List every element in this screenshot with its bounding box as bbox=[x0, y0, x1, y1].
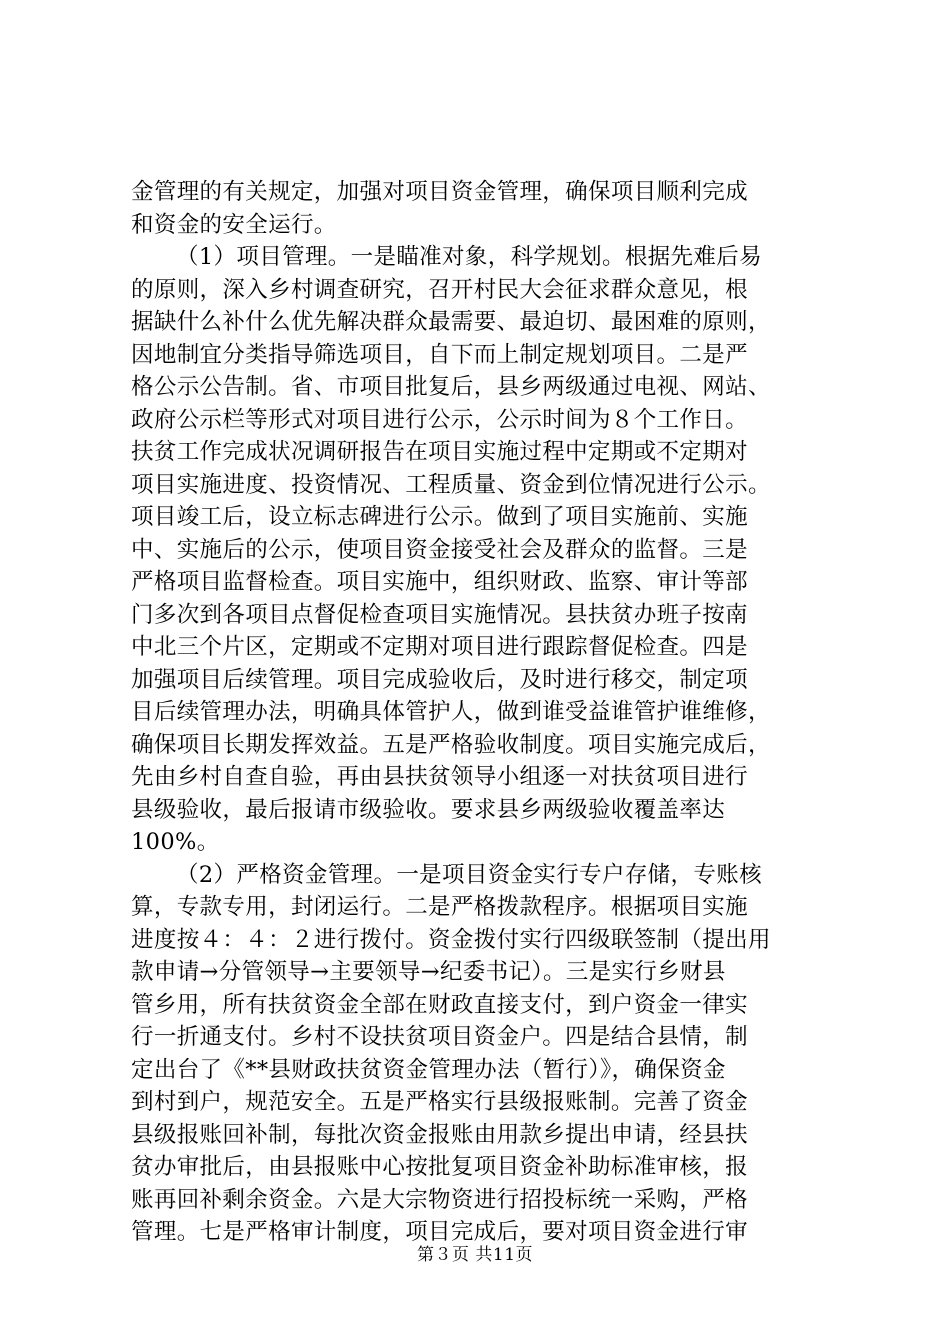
text-line: 先由乡村自查自验，再由县扶贫领导小组逐一对扶贫项目进行 bbox=[131, 764, 748, 790]
text-line: 门多次到各项目点督促检查项目实施情况。县扶贫办班子按南 bbox=[131, 601, 748, 628]
text-line: 进度按４：４：２进行拨付。资金拨付实行四级联签制（提出用 bbox=[131, 926, 771, 953]
text-line: 政府公示栏等形式对项目进行公示，公示时间为８个工作日。 bbox=[131, 406, 748, 433]
text-line: 项目实施进度、投资情况、工程质量、资金到位情况进行公示。 bbox=[131, 471, 771, 498]
page-footer: 第３页 共11页 bbox=[416, 1245, 534, 1265]
text-line: 目后续管理办法，明确具体管护人，做到谁受益谁管护谁维修， bbox=[131, 699, 771, 725]
text-line: 金管理的有关规定，加强对项目资金管理，确保项目顺利完成 bbox=[131, 179, 748, 205]
text-line: 款申请→分管领导→主要领导→纪委书记）。三是实行乡财县 bbox=[131, 959, 726, 985]
text-line: （2）严格资金管理。一是项目资金实行专户存储，专账核 bbox=[176, 861, 762, 888]
text-line: 确保项目长期发挥效益。五是严格验收制度。项目实施完成后， bbox=[131, 731, 771, 758]
document-body bbox=[131, 176, 831, 1249]
text-line: 加强项目后续管理。项目完成验收后，及时进行移交，制定项 bbox=[131, 666, 748, 693]
text-line: 严格项目监督检查。项目实施中，组织财政、监察、审计等部 bbox=[131, 569, 748, 595]
text-line: 管理。七是严格审计制度，项目完成后，要对项目资金进行审 bbox=[131, 1219, 748, 1245]
text-line: 账再回补剩余资金。六是大宗物资进行招投标统一采购，严格 bbox=[131, 1186, 748, 1213]
text-line: 格公示公告制。省、市项目批复后，县乡两级通过电视、网站、 bbox=[131, 374, 771, 400]
text-line: 行一折通支付。乡村不设扶贫项目资金户。四是结合县情，制 bbox=[131, 1024, 748, 1050]
text-line: 中、实施后的公示，使项目资金接受社会及群众的监督。三是 bbox=[131, 536, 748, 563]
text-line: 的原则，深入乡村调查研究，召开村民大会征求群众意见，根 bbox=[131, 276, 748, 303]
text-line: 县级报账回补制，每批次资金报账由用款乡提出申请，经县扶 bbox=[131, 1121, 748, 1148]
text-line: 和资金的安全运行。 bbox=[131, 211, 337, 238]
text-line: 县级验收，最后报请市级验收。要求县乡两级验收覆盖率达 bbox=[131, 796, 726, 823]
text-line: 扶贫工作完成状况调研报告在项目实施过程中定期或不定期对 bbox=[131, 439, 748, 465]
text-line: 到村到户，规范安全。五是严格实行县级报账制。完善了资金 bbox=[131, 1089, 748, 1115]
text-line: 定出台了《**县财政扶贫资金管理办法（暂行）》，确保资金 bbox=[131, 1056, 726, 1083]
text-line: 管乡用，所有扶贫资金全部在财政直接支付，到户资金一律实 bbox=[131, 991, 748, 1018]
text-line: 项目竣工后，设立标志碑进行公示。做到了项目实施前、实施 bbox=[131, 504, 748, 530]
text-line: 中北三个片区，定期或不定期对项目进行跟踪督促检查。四是 bbox=[131, 634, 748, 660]
text-line: （1）项目管理。一是瞄准对象，科学规划。根据先难后易 bbox=[176, 244, 762, 270]
text-line: 因地制宜分类指导筛选项目，自下而上制定规划项目。二是严 bbox=[131, 341, 748, 368]
text-line: 100%。 bbox=[131, 829, 220, 855]
text-line: 据缺什么补什么优先解决群众最需要、最迫切、最困难的原则， bbox=[131, 309, 771, 335]
text-line: 贫办审批后，由县报账中心按批复项目资金补助标准审核，报 bbox=[131, 1154, 748, 1180]
text-line: 算，专款专用，封闭运行。二是严格拨款程序。根据项目实施 bbox=[131, 894, 748, 920]
